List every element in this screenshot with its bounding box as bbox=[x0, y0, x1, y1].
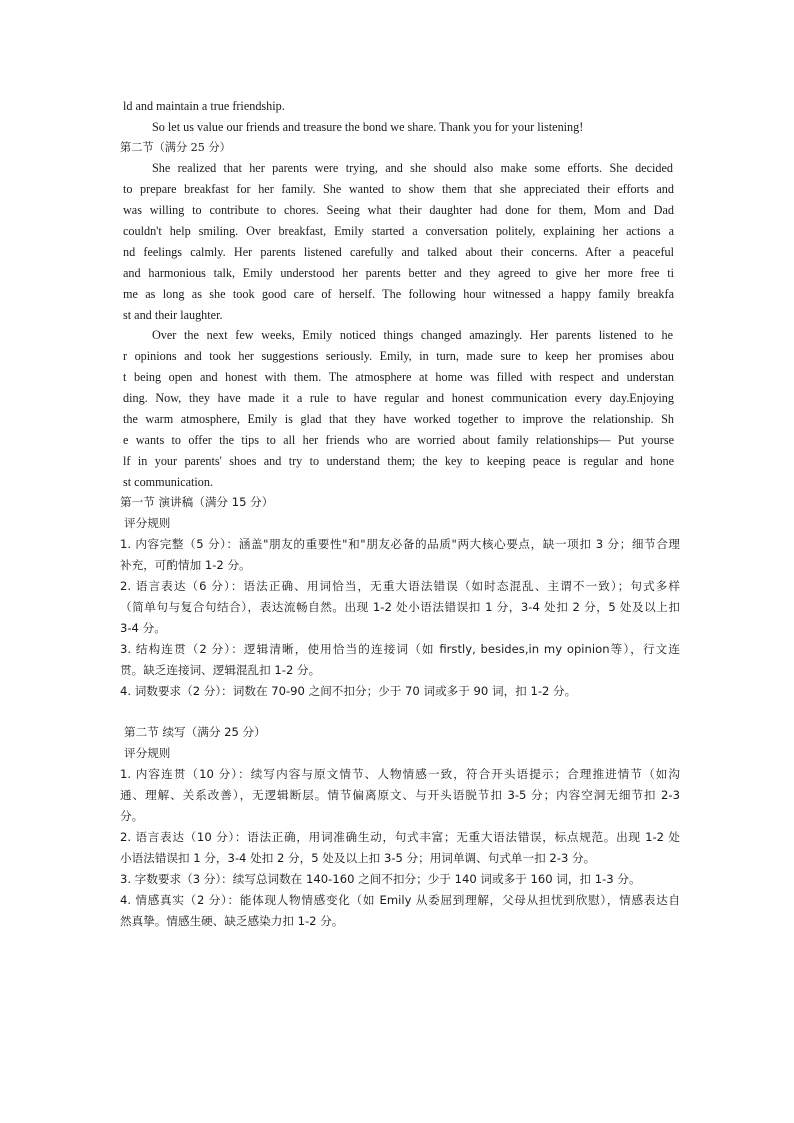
text-line: me as long as she took good care of herself. The following hour witnessed a happy family breakfa bbox=[123, 287, 674, 301]
rubric-item-line: 贯。缺乏连接词、逻辑混乱扣 1-2 分。 bbox=[120, 663, 321, 677]
text-line: Over the next few weeks, Emily noticed things changed amazingly. Her parents listened to he bbox=[152, 328, 673, 342]
text-line: She realized that her parents were trying, and she should also make some efforts. She decided bbox=[152, 161, 673, 175]
text-line: and harmonious talk, Emily understood her parents better and they agreed to give her more free ti bbox=[123, 266, 674, 280]
rubric-item-line: 补充，可酌情加 1-2 分。 bbox=[120, 558, 251, 572]
rubric-item-line: 1. 内容完整（5 分）：涵盖"朋友的重要性"和"朋友必备的品质"两大核心要点，缺一项扣 3 分；细节合理 bbox=[120, 537, 680, 551]
text-line: st and their laughter. bbox=[123, 308, 223, 322]
rubric-item-line: 2. 语言表达（10 分）：语法正确，用词准确生动，句式丰富；无重大语法错误，标点规范。出现 1-2 处 bbox=[120, 830, 680, 844]
section2-heading: 第二节（满分 25 分） bbox=[120, 141, 231, 154]
speech-end-line: ld and maintain a true friendship. bbox=[123, 99, 285, 113]
rubric-item-line: 通、理解、关系改善），无逻辑断层。情节偏离原文、与开头语脱节扣 3-5 分；内容空洞无细节扣 2-3 bbox=[120, 788, 680, 802]
rubric-item-line: 3. 结构连贯（2 分）：逻辑清晰，使用恰当的连接词（如 firstly, besides,in my opinion等），行文连 bbox=[120, 642, 680, 656]
text-line: t being open and honest with them. The atmosphere at home was filled with respect and understan bbox=[123, 370, 674, 384]
text-line: lf in your parents' shoes and try to understand them; the key to keeping peace is regular and hone bbox=[123, 454, 674, 468]
rubric-item-line: 小语法错误扣 1 分，3-4 处扣 2 分，5 处及以上扣 3-5 分；用词单调、句式单一扣 2-3 分。 bbox=[120, 851, 596, 865]
rubric-item-line: 分。 bbox=[120, 809, 144, 823]
text-line: e wants to offer the tips to all her friends who are worried about family relationships— Put yourse bbox=[123, 433, 674, 447]
rubric-item-line: 2. 语言表达（6 分）：语法正确、用词恰当，无重大语法错误（如时态混乱、主谓不一致）；句式多样 bbox=[120, 579, 680, 593]
text-line: ding. Now, they have made it a rule to have regular and honest communication every day.Enjoying bbox=[123, 391, 674, 405]
rubric-item-line: 3. 字数要求（3 分）：续写总词数在 140-160 之间不扣分；少于 140 词或多于 160 词，扣 1-3 分。 bbox=[120, 872, 641, 886]
rubric-title: 第二节 续写（满分 25 分） bbox=[124, 725, 266, 739]
text-line: nd feelings calmly. Her parents listened carefully and talked about their concerns. After a peaceful bbox=[123, 245, 674, 259]
rubric-item-line: 3-4 分。 bbox=[120, 621, 166, 635]
rubric-subtitle: 评分规则 bbox=[124, 516, 171, 530]
rubric-item-line: 1. 内容连贯（10 分）：续写内容与原文情节、人物情感一致，符合开头语提示；合理推进情节（如沟 bbox=[120, 767, 680, 781]
rubric-title: 第一节 演讲稿（满分 15 分） bbox=[120, 495, 274, 509]
text-line: the warm atmosphere, Emily is glad that they have worked together to improve the relationship. Sh bbox=[123, 412, 674, 426]
rubric-item-line: 4. 词数要求（2 分）：词数在 70-90 之间不扣分；少于 70 词或多于 90 词，扣 1-2 分。 bbox=[120, 684, 577, 698]
text-line: to prepare breakfast for her family. She wanted to show them that she appreciated their efforts and bbox=[123, 182, 674, 196]
text-line: couldn't help smiling. Over breakfast, Emily started a conversation politely, explaining her actions a bbox=[123, 224, 674, 238]
rubric-item-line: 然真挚。情感生硬、缺乏感染力扣 1-2 分。 bbox=[120, 914, 344, 928]
text-line: r opinions and took her suggestions seriously. Emily, in turn, made sure to keep her promises abou bbox=[123, 349, 674, 363]
text-line: was willing to contribute to chores. Seeing what their daughter had done for them, Mom and Dad bbox=[123, 203, 674, 217]
rubric-subtitle: 评分规则 bbox=[124, 746, 171, 760]
rubric-item-line: 4. 情感真实（2 分）：能体现人物情感变化（如 Emily 从委屈到理解，父母从担忧到欣慰），情感表达自 bbox=[120, 893, 680, 907]
text-line: st communication. bbox=[123, 475, 214, 489]
speech-closing-line: So let us value our friends and treasure the bond we share. Thank you for your listening! bbox=[152, 120, 584, 134]
rubric-item-line: （简单句与复合句结合），表达流畅自然。出现 1-2 处小语法错误扣 1 分，3-4 处扣 2 分，5 处及以上扣 bbox=[120, 600, 680, 614]
